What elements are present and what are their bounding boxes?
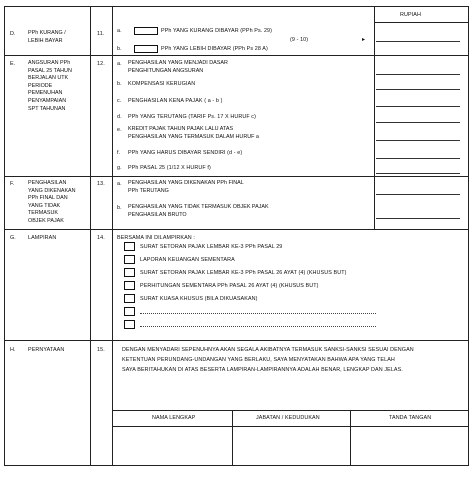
- statement-line: DENGAN MENYADARI SEPENUHNYA AKAN SEGALA AKIBATNYA TERMASUK SANKSI-SANKSI SESUAI DENGAN: [122, 347, 414, 353]
- row-label: PENGHASILAN KENA PAJAK ( a - b ): [128, 98, 223, 104]
- item-number: 12.: [97, 61, 105, 67]
- section-letter: E.: [10, 61, 16, 67]
- row-label: PPh PASAL 25 (1/12 X HURUF f): [128, 165, 211, 171]
- attachment-label: SURAT SETORAN PAJAK LEMBAR KE-3 PPh PASAL 26 AYAT (4) (KHUSUS BUT): [140, 270, 347, 276]
- attachment-checkbox[interactable]: [124, 242, 135, 251]
- table-border-left: [4, 6, 5, 466]
- row-label: KREDIT PAJAK TAHUN PAJAK LALU ATAS PENGHASILAN YANG TERMASUK DALAM HURUF a: [128, 126, 259, 140]
- row-letter: d.: [117, 114, 122, 120]
- rupiah-header-line: [374, 22, 469, 23]
- amount-field[interactable]: [376, 187, 460, 195]
- section-title: LAMPIRAN: [28, 235, 57, 241]
- row-letter: a.: [117, 181, 122, 187]
- signature-header-line: [112, 426, 469, 427]
- attachment-label: LAPORAN KEUANGAN SEMENTARA: [140, 257, 235, 263]
- row-label: KOMPENSASI KERUGIAN: [128, 81, 196, 87]
- section-title: PERNYATAAN: [28, 347, 65, 353]
- signature-header-signature: TANDA TANGAN: [389, 415, 432, 421]
- attachment-label: SURAT SETORAN PAJAK LEMBAR KE-3 PPh PASAL 29: [140, 244, 283, 250]
- attachments-intro: BERSAMA INI DILAMPIRKAN :: [117, 235, 195, 241]
- full-name-field[interactable]: [114, 428, 230, 464]
- option-label: PPh YANG KURANG DIBAYAR (PPh Ps. 29): [161, 28, 273, 34]
- amount-field[interactable]: [376, 82, 460, 90]
- lebih-bayar-checkbox[interactable]: [134, 45, 158, 53]
- table-divider: [90, 6, 91, 466]
- signature-table-top: [112, 410, 469, 411]
- table-divider: [112, 6, 113, 466]
- amount-field[interactable]: [376, 133, 460, 141]
- row-letter: c.: [117, 98, 122, 104]
- signature-divider: [232, 410, 233, 466]
- attachment-label: PERHITUNGAN SEMENTARA PPh PASAL 26 AYAT (4) (KHUSUS BUT): [140, 283, 319, 289]
- row-label: PPh YANG HARUS DIBAYAR SENDIRI (d - e): [128, 150, 243, 156]
- rupiah-column-divider: [374, 6, 375, 229]
- row-letter: b.: [117, 205, 122, 211]
- attachment-checkbox[interactable]: [124, 255, 135, 264]
- row-letter: g.: [117, 165, 122, 171]
- amount-field[interactable]: [376, 211, 460, 219]
- row-letter: b.: [117, 81, 122, 87]
- kurang-bayar-checkbox[interactable]: [134, 27, 158, 35]
- row-label: PENGHASILAN YANG MENJADI DASAR PENGHITUNGAN ANGSURAN: [128, 60, 228, 74]
- row-letter: e.: [117, 127, 122, 133]
- item-number: 13.: [97, 181, 105, 187]
- arrow-icon: ▸: [362, 37, 366, 43]
- section-letter: G.: [10, 235, 16, 241]
- section-divider: [4, 55, 469, 56]
- section-title: ANGSURAN PPh PASAL 25 TAHUN BERJALAN UTK PERIODE PEMENUHAN PENYAMPAIAN SPT TAHUNAN: [28, 60, 72, 112]
- kurang-bayar-amount[interactable]: [376, 34, 460, 42]
- signature-divider: [350, 410, 351, 466]
- signature-field[interactable]: [352, 428, 466, 464]
- table-border-top: [4, 6, 469, 7]
- signature-header-name: NAMA LENGKAP: [152, 415, 196, 421]
- statement-line: SAYA BERITAHUKAN DI ATAS BESERTA LAMPIRAN-LAMPIRANNYA ADALAH BENAR, LENGKAP DAN JELAS.: [122, 367, 403, 373]
- section-title: PPh KURANG / LEBIH BAYAR: [28, 30, 66, 44]
- amount-field[interactable]: [376, 166, 460, 174]
- amount-field[interactable]: [376, 67, 460, 75]
- row-label: PENGHASILAN YANG TIDAK TERMASUK OBJEK PAJAK PENGHASILAN BRUTO: [128, 204, 269, 218]
- statement-line: KETENTUAN PERUNDANG-UNDANGAN YANG BERLAKU, SAYA MENYATAKAN BAHWA APA YANG TELAH: [122, 357, 395, 363]
- signature-header-position: JABATAN / KEDUDUKAN: [256, 415, 320, 421]
- rupiah-header: RUPIAH: [400, 12, 421, 18]
- option-letter: b.: [117, 46, 122, 52]
- attachment-checkbox[interactable]: [124, 281, 135, 290]
- option-letter: a.: [117, 28, 122, 34]
- section-letter: H.: [10, 347, 16, 353]
- position-field[interactable]: [234, 428, 348, 464]
- section-divider: [4, 229, 469, 230]
- attachment-checkbox[interactable]: [124, 320, 135, 329]
- section-divider: [4, 340, 469, 341]
- item-number: 15.: [97, 347, 105, 353]
- attachment-checkbox[interactable]: [124, 294, 135, 303]
- row-label: PPh YANG TERUTANG (TARIF Ps. 17 X HURUF c): [128, 114, 257, 120]
- row-letter: a.: [117, 61, 122, 67]
- table-border-right: [468, 6, 469, 466]
- table-border-bottom: [4, 465, 469, 466]
- option-label: PPh YANG LEBIH DIBAYAR (PPh Ps 28 A): [161, 46, 268, 52]
- section-letter: F.: [10, 181, 15, 187]
- amount-field[interactable]: [376, 99, 460, 107]
- attachment-checkbox[interactable]: [124, 307, 135, 316]
- section-divider: [4, 176, 469, 177]
- other-attachment-field[interactable]: [140, 312, 376, 314]
- formula-label: (9 - 10): [290, 37, 309, 43]
- attachment-label: SURAT KUASA KHUSUS (BILA DIKUASAKAN): [140, 296, 258, 302]
- amount-field[interactable]: [376, 151, 460, 159]
- other-attachment-field[interactable]: [140, 325, 376, 327]
- section-title: PENGHASILAN YANG DIKENAKAN PPh FINAL DAN YANG TIDAK TERMASUK OBJEK PAJAK: [28, 180, 76, 224]
- row-label: PENGHASILAN YANG DIKENAKAN PPh FINAL PPh TERUTANG: [128, 180, 244, 194]
- amount-field[interactable]: [376, 115, 460, 123]
- row-letter: f.: [117, 150, 121, 156]
- item-number: 11.: [97, 31, 105, 37]
- attachment-checkbox[interactable]: [124, 268, 135, 277]
- item-number: 14.: [97, 235, 105, 241]
- section-letter: D.: [10, 31, 16, 37]
